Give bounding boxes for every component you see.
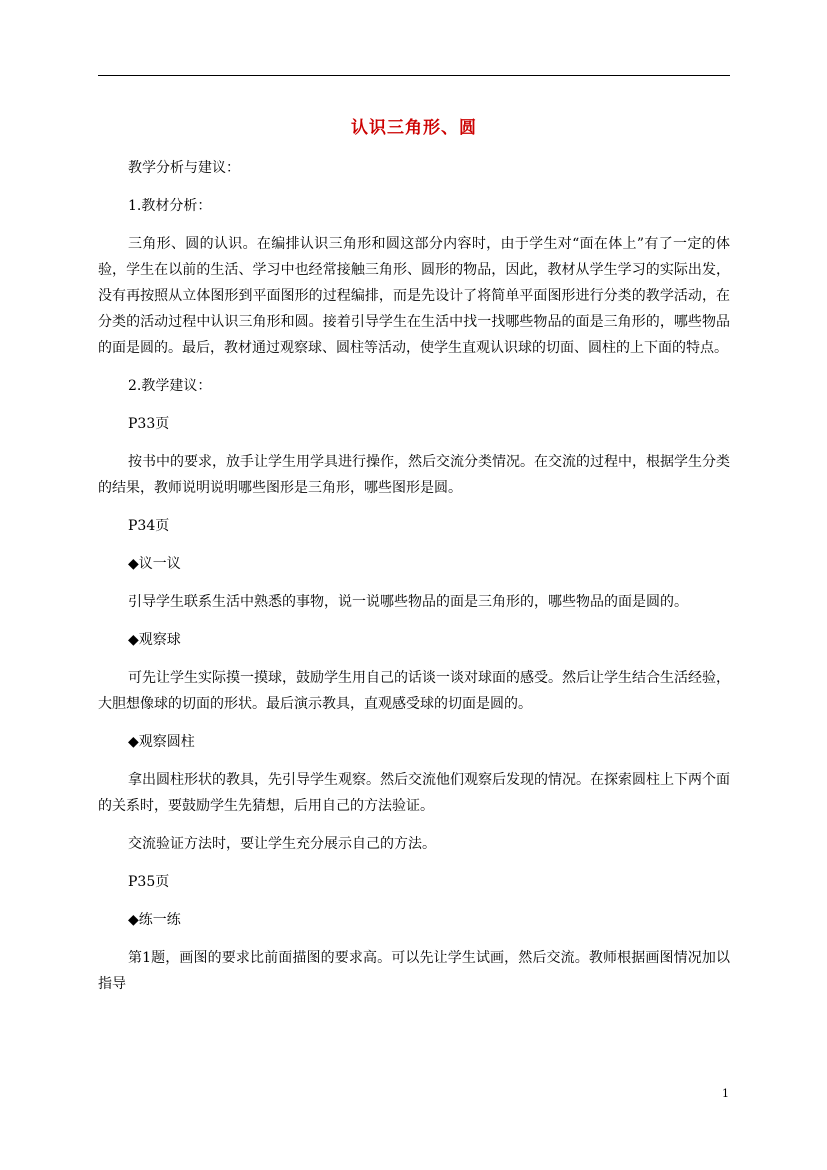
header-rule <box>98 75 730 76</box>
subheading-teaching-suggestions: 2.教学建议： <box>128 378 212 394</box>
section-heading-analysis: 教学分析与建议： <box>128 160 240 176</box>
paragraph-textbook-analysis: 三角形、圆的认识。在编排认识三角形和圆这部分内容时，由于学生对“面在体上”有了一定的体验，学生在以前的生活、学习中也经常接触三角形、圆形的物品，因此，教材从学生学习的实际出发，没有再按照从立体图形到平面图形的过程编排，而是先设计了将简单平面图形进行分类的教学活动，在分类的活动过程中认识三角形和圆。接着引导学生在生活中找一找哪些物品的面是三角形的，哪些物品的面是圆的。最后，教材通过观察球、圆柱等活动，使学生直观认识球的切面、圆柱的上下面的特点。 <box>98 236 730 356</box>
paragraph-observe-ball: 可先让学生实际摸一摸球，鼓励学生用自己的话谈一谈对球面的感受。然后让学生结合生活经验，大胆想像球的切面的形状。最后演示教具，直观感受球的切面是圆的。 <box>98 670 730 712</box>
page-ref-p35: P35页 <box>128 874 170 890</box>
bullet-heading-practice: ◆练一练 <box>128 912 181 928</box>
subheading-textbook-analysis: 1.教材分析： <box>128 198 212 214</box>
page-ref-p33: P33页 <box>128 416 170 432</box>
paragraph-p33: 按书中的要求，放手让学生用学具进行操作，然后交流分类情况。在交流的过程中，根据学生分类的结果，教师说明说明哪些图形是三角形，哪些图形是圆。 <box>98 454 730 496</box>
bullet-heading-discuss: ◆议一议 <box>128 556 181 572</box>
paragraph-observe-cylinder: 拿出圆柱形状的教具，先引导学生观察。然后交流他们观察后发现的情况。在探索圆柱上下两个面的关系时，要鼓励学生先猜想，后用自己的方法验证。 <box>98 772 730 814</box>
page-number: 1 <box>722 1087 729 1100</box>
bullet-heading-observe-cylinder: ◆观察圆柱 <box>128 734 195 750</box>
paragraph-verify-methods: 交流验证方法时，要让学生充分展示自己的方法。 <box>128 836 436 852</box>
paragraph-discuss: 引导学生联系生活中熟悉的事物，说一说哪些物品的面是三角形的，哪些物品的面是圆的。 <box>128 594 688 610</box>
document-title: 认识三角形、圆 <box>351 118 477 138</box>
paragraph-practice: 第1题，画图的要求比前面描图的要求高。可以先让学生试画，然后交流。教师根据画图情况加以指导 <box>98 950 730 992</box>
document-body <box>98 155 730 1009</box>
page-ref-p34: P34页 <box>128 518 170 534</box>
bullet-heading-observe-ball: ◆观察球 <box>128 632 181 648</box>
